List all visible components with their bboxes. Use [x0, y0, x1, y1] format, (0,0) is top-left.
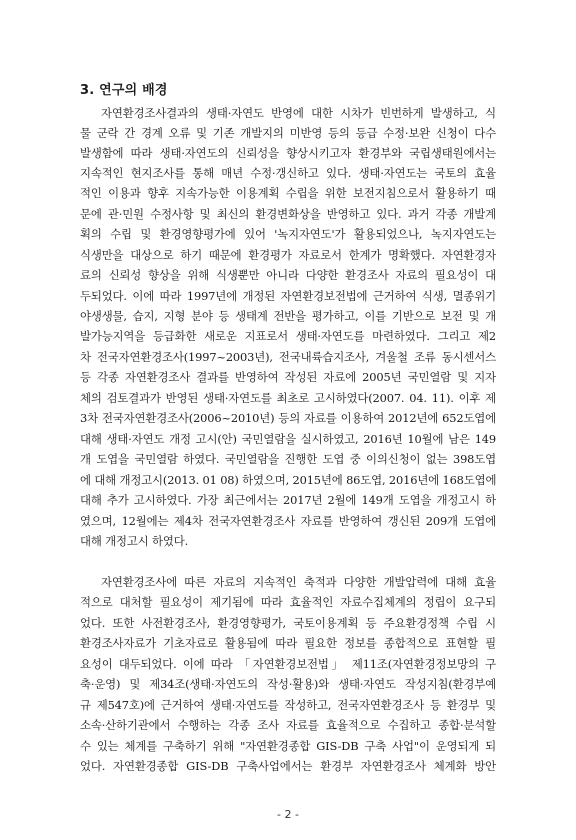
- text-line: 에 대해 개정고시(2013. 01 08) 하였으며, 2015년에 86도엽, 2016년에 168도엽에: [80, 473, 497, 487]
- text-line: 발생함에 따라 생태·자연도의 신뢰성을 향상시키고자 환경부와 국립생태원에서는: [80, 146, 496, 160]
- text-line: 물 군락 간 경계 오류 및 기존 개발지의 미반영 등의 등급 수정·보완 신청이 다수: [80, 126, 496, 140]
- text-line: 체의 검토결과가 반영된 생태·자연도를 최초로 고시하였다(2007. 04. 11). 이후 제: [80, 391, 496, 405]
- text-line: 대해 추가 고시하였다. 가장 최근에서는 2017년 2월에 149개 도엽을 개정고시 하: [80, 493, 496, 507]
- text-line: 었다. 자연환경종합 GIS-DB 구축사업에서는 환경부 자연환경조사 체계화 방안: [80, 759, 496, 773]
- text-line: 축·운영) 및 제34조(생태·자연도의 작성·활용)와 생태·자연도 작성지침(환경부예: [80, 677, 496, 691]
- text-line: 발가능지역을 등급화한 새로운 지표로서 생태·자연도를 마련하였다. 그리고 제2: [80, 329, 496, 343]
- text-line: 획의 수립 및 환경영향평가에 있어 '녹지자연도'가 활용되었으나, 녹지자연도는: [80, 227, 496, 241]
- text-line: 규 제547호)에 근거하여 생태·자연도를 작성하고, 전국자연환경조사 등 환경부 및: [80, 698, 496, 712]
- text-line: 식생만을 대상으로 하기 때문에 환경평가 자료로서 한계가 명확했다. 자연환경자: [80, 248, 496, 262]
- text-line: 환경조사자료가 기초자료로 활용됨에 따라 필요한 정보를 종합적으로 표현할 필: [80, 636, 496, 650]
- text-line: 였으며, 12월에는 제4차 전국자연환경조사 자료를 반영하여 갱신된 209개 도엽에: [80, 514, 496, 528]
- text-line: 소속·산하기관에서 수행하는 각종 조사 자료를 효율적으로 수집하고 종합·분석할: [80, 718, 496, 732]
- text-line: 지속적인 현지조사를 통해 매년 수정·갱신하고 있다. 생태·자연도는 국토의 효율: [80, 166, 496, 180]
- page-number: - 2 -: [277, 808, 299, 821]
- text-line: 야생생물, 습지, 지형 분야 등 생태계 전반을 평가하고, 이를 기반으로 보전 및 개: [80, 309, 496, 323]
- text-line: 개 도엽을 국민열람 하였다. 국민열람을 진행한 도엽 중 이의신청이 없는 398도엽: [80, 452, 496, 466]
- section-heading: 3. 연구의 배경: [80, 83, 168, 98]
- text-line: 등 각종 자연환경조사 결과를 반영하여 작성된 자료에 2005년 국민열람 및 지자: [80, 370, 496, 384]
- text-line: 요성이 대두되었다. 이에 따라 「자연환경보전법」 제11조(자연환경정보망의 구: [80, 657, 496, 671]
- text-line: 자연환경조사결과의 생태·자연도 반영에 대한 시차가 빈번하게 발생하고, 식: [101, 106, 496, 120]
- text-line: 적으로 대처할 필요성이 제기됨에 따라 효율적인 자료수집체계의 정립이 요구되: [80, 595, 496, 609]
- text-line: 차 전국자연환경조사(1997~2003년), 전국내륙습지조사, 겨울철 조류 동시센서스: [80, 350, 496, 364]
- text-line: 수 있는 체계를 구축하기 위해 "자연환경종합 GIS-DB 구축 사업"이 운영되게 되: [80, 739, 496, 753]
- text-line: 었다. 또한 사전환경조사, 환경영향평가, 국토이용계획 등 주요환경정책 수립 시: [80, 616, 496, 630]
- text-line: 3차 전국자연환경조사(2006~2010년) 등의 자료를 이용하여 2012년에 652도엽에: [80, 411, 496, 425]
- text-line: 두되었다. 이에 따라 1997년에 개정된 자연환경보전법에 근거하여 식생, 멸종위기: [80, 289, 496, 303]
- text-line: 대해 생태·자연도 개정 고시(안) 국민열람을 실시하였고, 2016년 10월에 남은 149: [80, 432, 496, 446]
- text-line: 대해 개정고시 하였다.: [80, 534, 189, 548]
- text-line: 자연환경조사에 따른 자료의 지속적인 축적과 다양한 개발압력에 대해 효율: [101, 575, 496, 589]
- text-line: 문에 관·민원 수정사항 및 최신의 환경변화상을 반영하고 있다. 과거 각종 개발계: [80, 207, 496, 221]
- text-line: 료의 신뢰성 향상을 위해 식생뿐만 아니라 다양한 환경조사 자료의 필요성이 대: [80, 268, 496, 282]
- text-line: 적인 이용과 향후 지속가능한 이용계획 수립을 위한 보전지침으로서 활용하기 때: [80, 186, 496, 200]
